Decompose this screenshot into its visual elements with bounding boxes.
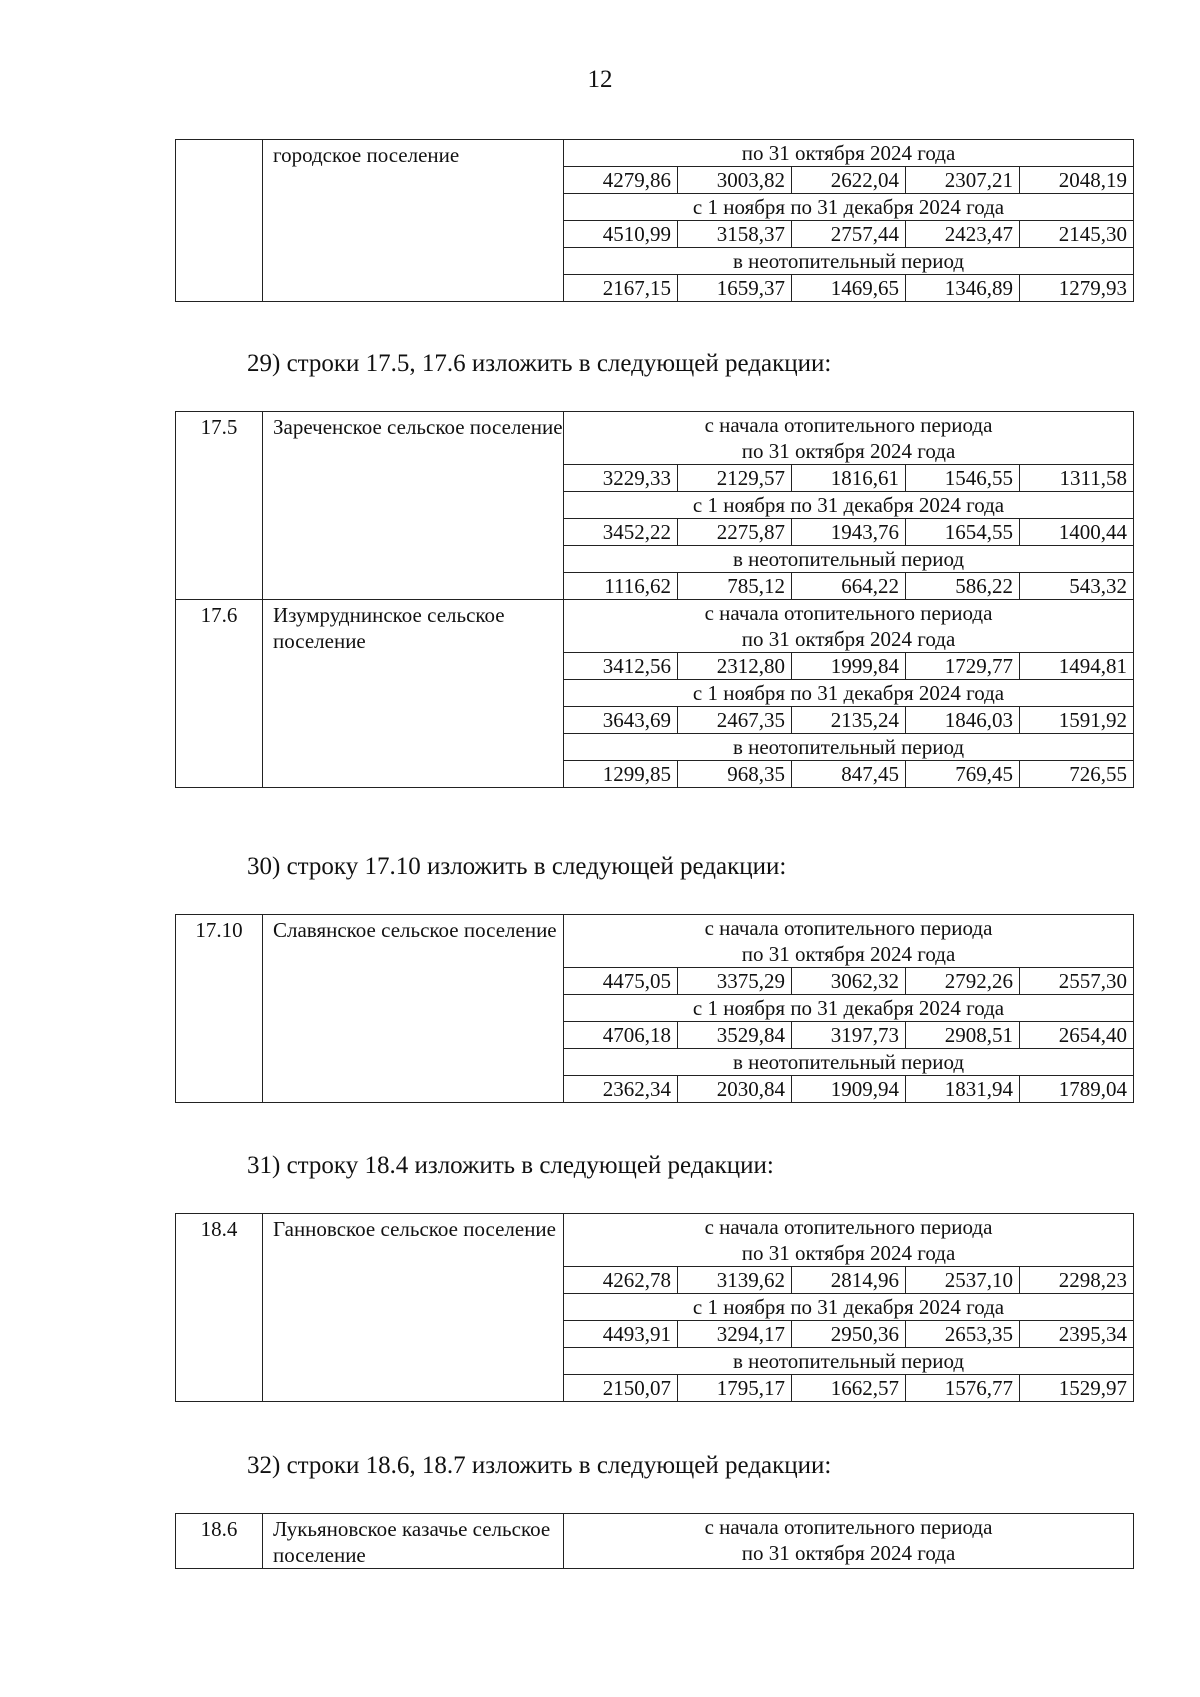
period-label-line: с начала отопительного периода <box>704 413 993 437</box>
row-number <box>176 140 263 302</box>
page-number: 12 <box>587 66 613 93</box>
period-label-line: по 31 октября 2024 года <box>741 1241 956 1265</box>
tariff-value: 1311,58 <box>1020 465 1134 492</box>
period-label-line: в неотопительный период <box>732 547 965 571</box>
section-heading: 30) строку 17.10 изложить в следующей редакции: <box>247 853 787 880</box>
tariff-value: 1654,55 <box>906 519 1020 546</box>
tariff-value: 3229,33 <box>564 465 678 492</box>
period-label-line: с начала отопительного периода <box>704 1515 993 1539</box>
tariff-value: 2537,10 <box>906 1267 1020 1294</box>
tariff-value: 2423,47 <box>906 221 1020 248</box>
tariff-value: 1943,76 <box>792 519 906 546</box>
settlement-name: Зареченское сельское поселение <box>263 412 564 600</box>
tariff-value: 1546,55 <box>906 465 1020 492</box>
period-label <box>564 1348 1134 1375</box>
tariff-value: 4279,86 <box>564 167 678 194</box>
period-label-line: по 31 октября 2024 года <box>741 439 956 463</box>
section-heading: 29) строки 17.5, 17.6 изложить в следующей редакции: <box>247 350 832 377</box>
row-number: 18.4 <box>176 1214 263 1402</box>
tariff-value: 3003,82 <box>678 167 792 194</box>
period-label-line: по 31 октября 2024 года <box>741 141 956 165</box>
tariff-value: 4262,78 <box>564 1267 678 1294</box>
period-label-line: с 1 ноября по 31 декабря 2024 года <box>692 681 1005 705</box>
tariff-value: 1729,77 <box>906 653 1020 680</box>
tariff-value: 4706,18 <box>564 1022 678 1049</box>
section-heading: 32) строки 18.6, 18.7 изложить в следующей редакции: <box>247 1452 832 1479</box>
tariff-table <box>175 914 1134 1103</box>
tariff-value: 3197,73 <box>792 1022 906 1049</box>
tariff-value: 1795,17 <box>678 1375 792 1402</box>
tariff-value: 785,12 <box>678 573 792 600</box>
period-label <box>564 140 1134 167</box>
tariff-table <box>175 1213 1134 1402</box>
row-number: 17.5 <box>176 412 263 600</box>
period-label-line: с 1 ноября по 31 декабря 2024 года <box>692 1295 1005 1319</box>
tariff-value: 2298,23 <box>1020 1267 1134 1294</box>
tariff-value: 2395,34 <box>1020 1321 1134 1348</box>
tariff-value: 2622,04 <box>792 167 906 194</box>
period-label <box>564 248 1134 275</box>
tariff-value: 2150,07 <box>564 1375 678 1402</box>
tariff-value: 1529,97 <box>1020 1375 1134 1402</box>
period-label <box>564 680 1134 707</box>
tariff-value: 1662,57 <box>792 1375 906 1402</box>
tariff-value: 2557,30 <box>1020 968 1134 995</box>
period-label-line: с 1 ноября по 31 декабря 2024 года <box>692 996 1005 1020</box>
tariff-value: 2908,51 <box>906 1022 1020 1049</box>
tariff-value: 1909,94 <box>792 1076 906 1103</box>
tariff-value: 2030,84 <box>678 1076 792 1103</box>
period-label-line: с начала отопительного периода <box>704 1215 993 1239</box>
tariff-value: 2167,15 <box>564 275 678 302</box>
tariff-value: 968,35 <box>678 761 792 788</box>
period-label <box>564 995 1134 1022</box>
tariff-value: 3294,17 <box>678 1321 792 1348</box>
tariff-value: 1469,65 <box>792 275 906 302</box>
tariff-value: 1659,37 <box>678 275 792 302</box>
tariff-value: 3139,62 <box>678 1267 792 1294</box>
tariff-value: 1494,81 <box>1020 653 1134 680</box>
period-label <box>564 1214 1134 1267</box>
row-number: 17.6 <box>176 600 263 788</box>
tariff-value: 769,45 <box>906 761 1020 788</box>
tariff-table <box>175 139 1134 302</box>
period-label <box>564 915 1134 968</box>
section-heading: 31) строку 18.4 изложить в следующей редакции: <box>247 1152 774 1179</box>
settlement-name: Изумруднинское сельское поселение <box>263 600 564 788</box>
period-label <box>564 1294 1134 1321</box>
tariff-value: 2129,57 <box>678 465 792 492</box>
row-number: 17.10 <box>176 915 263 1103</box>
period-label-line: с начала отопительного периода <box>704 916 993 940</box>
tariff-value: 1816,61 <box>792 465 906 492</box>
tariff-table <box>175 411 1134 788</box>
period-label <box>564 1514 1134 1569</box>
tariff-value: 1846,03 <box>906 707 1020 734</box>
tariff-value: 2814,96 <box>792 1267 906 1294</box>
period-label <box>564 1049 1134 1076</box>
period-label-line: в неотопительный период <box>732 1349 965 1373</box>
period-label <box>564 734 1134 761</box>
tariff-value: 3412,56 <box>564 653 678 680</box>
period-label-row <box>176 140 1134 167</box>
tariff-value: 664,22 <box>792 573 906 600</box>
tariff-value: 1789,04 <box>1020 1076 1134 1103</box>
period-label-line: в неотопительный период <box>732 249 965 273</box>
tariff-value: 2792,26 <box>906 968 1020 995</box>
tariff-value: 726,55 <box>1020 761 1134 788</box>
period-label <box>564 412 1134 465</box>
tariff-value: 1576,77 <box>906 1375 1020 1402</box>
tariff-value: 2362,34 <box>564 1076 678 1103</box>
tariff-value: 2307,21 <box>906 167 1020 194</box>
tariff-value: 2654,40 <box>1020 1022 1134 1049</box>
tariff-value: 3643,69 <box>564 707 678 734</box>
tariff-value: 847,45 <box>792 761 906 788</box>
tariff-value: 3452,22 <box>564 519 678 546</box>
settlement-name: городское поселение <box>263 140 564 302</box>
tariff-value: 2275,87 <box>678 519 792 546</box>
row-number: 18.6 <box>176 1514 263 1569</box>
tariff-value: 3529,84 <box>678 1022 792 1049</box>
settlement-name: Ганновское сельское поселение <box>263 1214 564 1402</box>
tariff-value: 2467,35 <box>678 707 792 734</box>
period-label <box>564 492 1134 519</box>
tariff-value: 4475,05 <box>564 968 678 995</box>
tariff-value: 2312,80 <box>678 653 792 680</box>
tariff-value: 1591,92 <box>1020 707 1134 734</box>
period-label <box>564 546 1134 573</box>
period-label-line: в неотопительный период <box>732 1050 965 1074</box>
period-label-line: с начала отопительного периода <box>704 601 993 625</box>
tariff-value: 2048,19 <box>1020 167 1134 194</box>
tariff-value: 3062,32 <box>792 968 906 995</box>
period-label-line: по 31 октября 2024 года <box>741 627 956 651</box>
tariff-value: 1279,93 <box>1020 275 1134 302</box>
period-label-line: в неотопительный период <box>732 735 965 759</box>
period-label <box>564 600 1134 653</box>
tariff-value: 1346,89 <box>906 275 1020 302</box>
settlement-name: Славянское сельское поселение <box>263 915 564 1103</box>
period-label-line: по 31 октября 2024 года <box>741 942 956 966</box>
tariff-value: 543,32 <box>1020 573 1134 600</box>
tariff-value: 3158,37 <box>678 221 792 248</box>
tariff-value: 1400,44 <box>1020 519 1134 546</box>
tariff-value: 3375,29 <box>678 968 792 995</box>
settlement-name: Лукьяновское казачье сельское поселение <box>263 1514 564 1569</box>
period-label-line: с 1 ноября по 31 декабря 2024 года <box>692 195 1005 219</box>
tariff-value: 4493,91 <box>564 1321 678 1348</box>
tariff-value: 2757,44 <box>792 221 906 248</box>
period-label-line: с 1 ноября по 31 декабря 2024 года <box>692 493 1005 517</box>
period-label <box>564 194 1134 221</box>
tariff-value: 4510,99 <box>564 221 678 248</box>
period-label-line: по 31 октября 2024 года <box>741 1541 956 1565</box>
tariff-value: 2145,30 <box>1020 221 1134 248</box>
tariff-value: 1999,84 <box>792 653 906 680</box>
tariff-value: 2135,24 <box>792 707 906 734</box>
tariff-value: 1116,62 <box>564 573 678 600</box>
tariff-value: 1831,94 <box>906 1076 1020 1103</box>
tariff-table <box>175 1513 1134 1569</box>
tariff-value: 1299,85 <box>564 761 678 788</box>
tariff-value: 586,22 <box>906 573 1020 600</box>
tariff-value: 2950,36 <box>792 1321 906 1348</box>
tariff-value: 2653,35 <box>906 1321 1020 1348</box>
